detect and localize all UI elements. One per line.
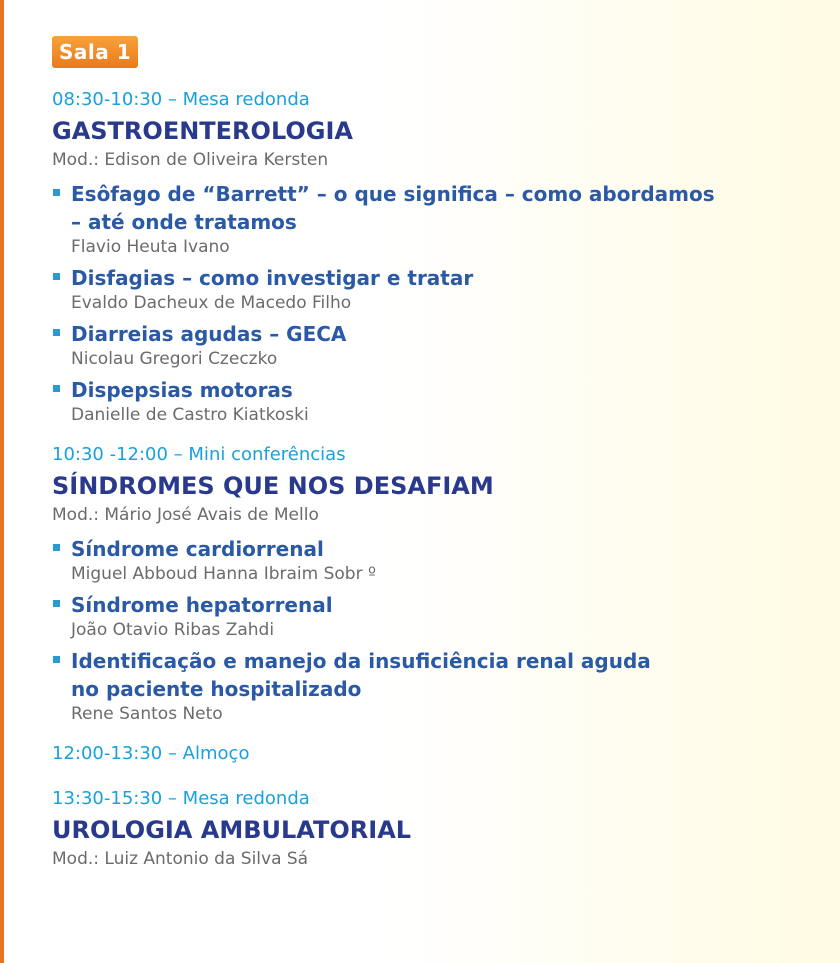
program-content [52, 36, 812, 888]
left-accent-bar [0, 0, 4, 963]
talk-title: Síndrome hepatorrenal [71, 593, 333, 617]
talk-speaker: João Otavio Ribas Zahdi [71, 620, 275, 640]
room-badge: Sala 1 [52, 36, 138, 68]
session-block [52, 444, 812, 725]
square-bullet-icon [53, 600, 60, 607]
session-title: GASTROENTEROLOGIA [52, 117, 353, 145]
talk-speaker: Flavio Heuta Ivano [71, 237, 230, 257]
session-block [52, 788, 812, 870]
session-moderator: Mod.: Luiz Antonio da Silva Sá [52, 849, 309, 869]
square-bullet-icon [53, 273, 60, 280]
talk-item [52, 647, 812, 725]
square-bullet-icon [53, 385, 60, 392]
talk-title [71, 647, 812, 703]
talk-list [52, 180, 812, 426]
talk-title-line: no paciente hospitalizado [71, 677, 362, 701]
talk-title-line: Identificação e manejo da insuficiência renal aguda [71, 649, 651, 673]
talk-list [52, 535, 812, 725]
talk-title: Síndrome cardiorrenal [71, 537, 324, 561]
square-bullet-icon [53, 329, 60, 336]
talk-speaker: Danielle de Castro Kiatkoski [71, 405, 309, 425]
talk-item [52, 376, 812, 426]
talk-item [52, 320, 812, 370]
session-moderator: Mod.: Edison de Oliveira Kersten [52, 150, 329, 170]
session-time: 10:30 -12:00 – Mini conferências [52, 444, 346, 465]
session-title: UROLOGIA AMBULATORIAL [52, 816, 412, 844]
session-time: 08:30-10:30 – Mesa redonda [52, 89, 310, 110]
talk-title: Disfagias – como investigar e tratar [71, 266, 474, 290]
session-block [52, 89, 812, 426]
session-time: 13:30-15:30 – Mesa redonda [52, 788, 310, 809]
session-title: SÍNDROMES QUE NOS DESAFIAM [52, 472, 494, 500]
square-bullet-icon [53, 189, 60, 196]
talk-speaker: Nicolau Gregori Czeczko [71, 349, 278, 369]
talk-title: Diarreias agudas – GECA [71, 322, 347, 346]
talk-speaker: Miguel Abboud Hanna Ibraim Sobr º [71, 564, 376, 584]
talk-title [71, 180, 812, 236]
session-moderator: Mod.: Mário José Avais de Mello [52, 505, 319, 525]
talk-item [52, 264, 812, 314]
square-bullet-icon [53, 544, 60, 551]
talk-title: Dispepsias motoras [71, 378, 293, 402]
session-time: 12:00-13:30 – Almoço [52, 743, 250, 764]
talk-item [52, 180, 812, 258]
talk-title-line: – até onde tratamos [71, 210, 297, 234]
talk-item [52, 535, 812, 585]
lunch-break [52, 743, 812, 765]
talk-speaker: Rene Santos Neto [71, 704, 223, 724]
talk-item [52, 591, 812, 641]
square-bullet-icon [53, 656, 60, 663]
talk-title-line: Esôfago de “Barrett” – o que significa – como abordamos [71, 182, 715, 206]
talk-speaker: Evaldo Dacheux de Macedo Filho [71, 293, 352, 313]
